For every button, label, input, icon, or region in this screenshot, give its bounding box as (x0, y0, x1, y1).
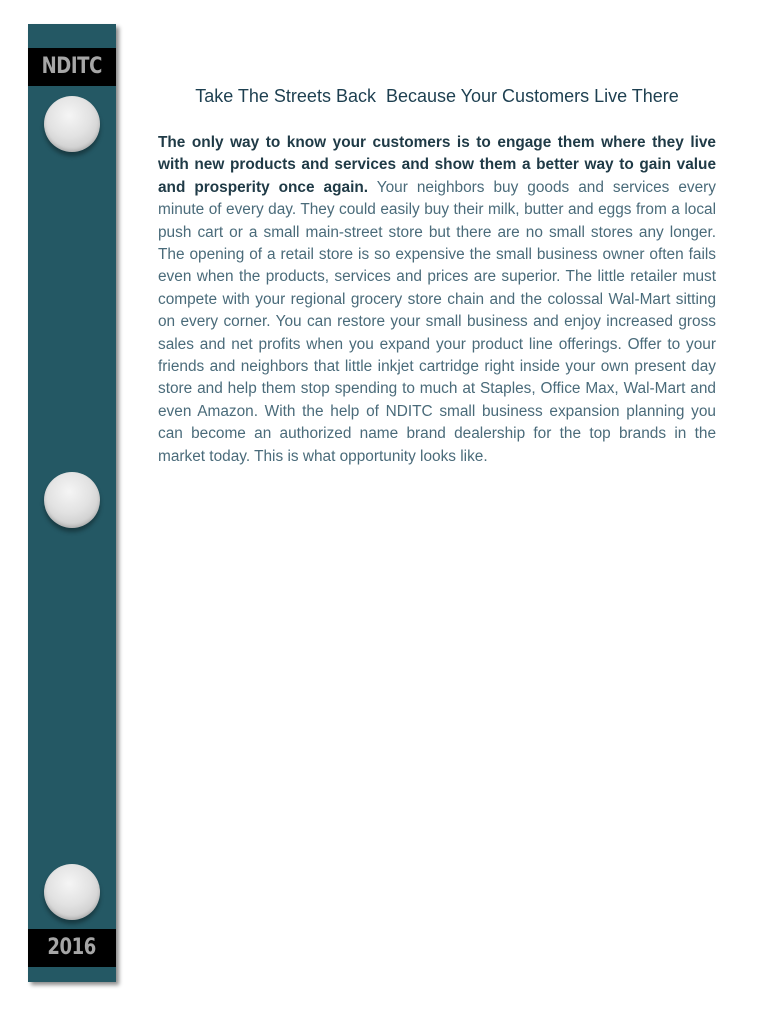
sidebar-top-label (28, 48, 116, 86)
page-title: Take The Streets Back Because Your Customers Live There (195, 86, 679, 106)
body-text: Your neighbors buy goods and services every minute of every day. They could easily buy their milk, butter and eggs from a local push cart or a small main-street store but there are no small stores any longer. The opening of a retail store is so expensive the small business owner often fails even when the products, services and prices are superior. The little retailer must compete with your regional grocery store chain and the colossal Wal-Mart sitting on every corner. You can restore your small business and enjoy increased gross sales and net profits when you expand your product line offerings. Offer to your friends and neighbors that little inkjet cartridge right inside your own present day store and help them stop spending to much at Staples, Office Max, Wal-Mart and even Amazon. With the help of NDITC small business expansion planning you can become an authorized name brand dealership for the top brands in the market today. This is what opportunity looks like. (158, 178, 716, 465)
binder-ring-bottom (44, 864, 100, 920)
sidebar-top-label-text: NDITC (41, 54, 103, 79)
binder-sidebar (28, 24, 116, 982)
binder-ring-top (44, 96, 100, 152)
sidebar-bottom-label (28, 929, 116, 967)
lead-sentence: The only way to know your customers is to engage them where they live with new products and services and show them a better way to gain value and prosperity once again. (158, 134, 716, 196)
body-paragraph (158, 132, 716, 468)
binder-ring-middle (44, 472, 100, 528)
sidebar-bottom-label-text: 2016 (47, 935, 97, 960)
